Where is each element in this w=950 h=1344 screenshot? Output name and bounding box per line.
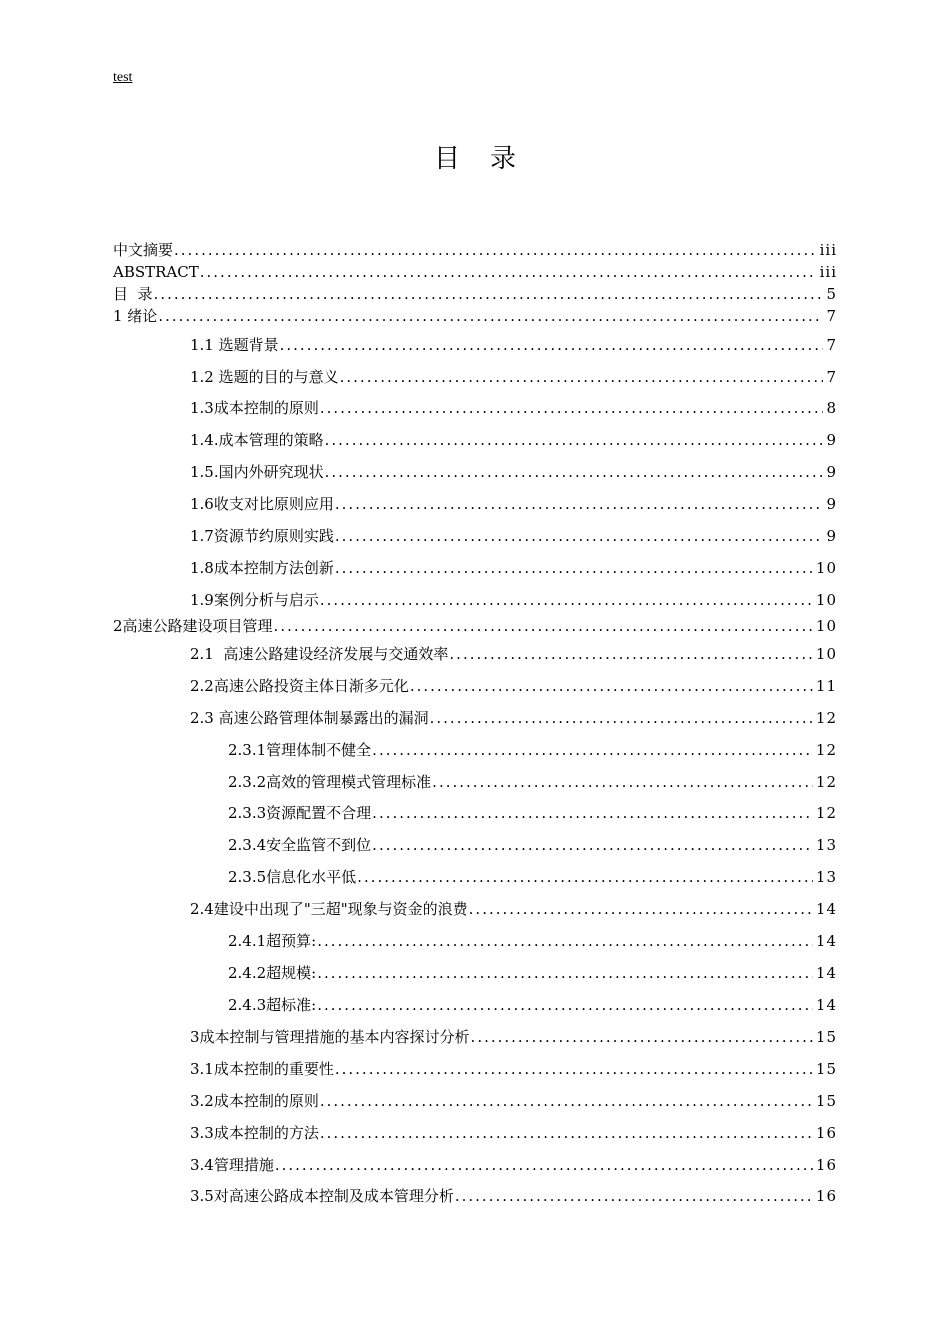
toc-entry-label: 2.2高速公路投资主体日渐多元化 <box>190 677 409 695</box>
toc-entry[interactable] <box>228 996 837 1014</box>
toc-entry[interactable] <box>228 773 837 791</box>
toc-entry-label: 1.3成本控制的原则 <box>190 399 319 417</box>
toc-entry-label: 2.1 高速公路建设经济发展与交通效率 <box>190 645 449 663</box>
toc-entry-page: 7 <box>826 336 837 354</box>
toc-leader-dots <box>372 804 813 822</box>
toc-entry-label: 2.3.4安全监管不到位 <box>228 836 372 854</box>
toc-leader-dots <box>335 559 813 577</box>
toc-entry-label: ABSTRACT <box>113 263 199 281</box>
toc-entry-page: 10 <box>815 617 837 635</box>
toc-entry-label: 3.3成本控制的方法 <box>190 1124 319 1142</box>
toc-leader-dots <box>154 285 824 303</box>
toc-entry-page: 9 <box>826 527 837 545</box>
toc-entry[interactable] <box>190 399 837 417</box>
toc-entry[interactable] <box>190 368 837 386</box>
toc-entry-label: 1.2 选题的目的与意义 <box>190 368 339 386</box>
toc-entry-label: 1.8成本控制方法创新 <box>190 559 334 577</box>
toc-entry[interactable] <box>113 307 837 325</box>
toc-leader-dots <box>280 336 824 354</box>
toc-entry-label: 2.3.1管理体制不健全 <box>228 741 372 759</box>
toc-entry-label: 2.4建设中出现了"三超"现象与资金的浪费 <box>190 900 468 918</box>
toc-entry[interactable] <box>228 741 837 759</box>
toc-entry-label: 1.4.成本管理的策略 <box>190 431 324 449</box>
toc-leader-dots <box>200 263 817 281</box>
toc-entry-page: 9 <box>826 431 837 449</box>
toc-entry-label: 2.4.2超规模: <box>228 964 317 982</box>
toc-entry-label: 2.4.3超标准: <box>228 996 317 1014</box>
toc-leader-dots <box>357 868 813 886</box>
toc-entry[interactable] <box>190 336 837 354</box>
toc-entry[interactable] <box>190 495 837 513</box>
toc-entry-page: 12 <box>815 773 837 791</box>
toc-entry-label: 2.3.2高效的管理模式管理标准 <box>228 773 432 791</box>
toc-leader-dots <box>174 241 817 259</box>
toc-entry-page: 12 <box>815 804 837 822</box>
header-note: test <box>113 70 133 85</box>
toc-entry-page: 10 <box>815 559 837 577</box>
toc-entry[interactable] <box>190 900 837 918</box>
toc-leader-dots <box>455 1187 813 1205</box>
toc-leader-dots <box>275 1156 813 1174</box>
toc-entry[interactable] <box>228 804 837 822</box>
toc-entry-page: 8 <box>826 399 837 417</box>
toc-entry-page: 14 <box>815 900 837 918</box>
toc-leader-dots <box>372 741 813 759</box>
toc-entry-label: 3.4管理措施 <box>190 1156 274 1174</box>
toc-entry[interactable] <box>113 263 837 281</box>
toc-entry[interactable] <box>113 285 837 303</box>
toc-entry[interactable] <box>190 527 837 545</box>
toc-leader-dots <box>320 399 824 417</box>
toc-entry-label: 2.4.1超预算: <box>228 932 317 950</box>
toc-entry-page: 5 <box>826 285 837 303</box>
toc-entry-page: 13 <box>815 868 837 886</box>
toc-entry-page: 9 <box>826 495 837 513</box>
toc-entry-page: 10 <box>815 591 837 609</box>
toc-entry[interactable] <box>190 1156 837 1174</box>
toc-entry-page: 16 <box>815 1187 837 1205</box>
toc-entry-page: 7 <box>826 368 837 386</box>
toc-entry-label: 1.6收支对比原则应用 <box>190 495 334 513</box>
toc-leader-dots <box>410 677 813 695</box>
toc-entry[interactable] <box>190 677 837 695</box>
toc-leader-dots <box>449 645 813 663</box>
toc-entry-page: 16 <box>815 1156 837 1174</box>
toc-entry-page: 11 <box>815 677 837 695</box>
toc-entry-page: 14 <box>815 996 837 1014</box>
toc-entry-page: 12 <box>815 741 837 759</box>
toc-entry-label: 1.9案例分析与启示 <box>190 591 319 609</box>
toc-entry-page: iii <box>819 241 837 259</box>
toc-entry[interactable] <box>190 645 837 663</box>
toc-entry-label: 1.7资源节约原则实践 <box>190 527 334 545</box>
toc-entry-page: 16 <box>815 1124 837 1142</box>
toc-leader-dots <box>372 836 813 854</box>
toc-entry-page: iii <box>819 263 837 281</box>
toc-entry-label: 2.3.3资源配置不合理 <box>228 804 372 822</box>
toc-leader-dots <box>317 964 813 982</box>
toc-entry-page: 14 <box>815 932 837 950</box>
toc-leader-dots <box>335 527 824 545</box>
toc-entry-label: 1.1 选题背景 <box>190 336 279 354</box>
toc-entry[interactable] <box>113 241 837 259</box>
toc-leader-dots <box>158 307 823 325</box>
toc-entry-page: 7 <box>826 307 837 325</box>
toc-entry[interactable] <box>190 1028 837 1046</box>
toc-entry-page: 15 <box>815 1028 837 1046</box>
toc-leader-dots <box>320 1124 813 1142</box>
toc-leader-dots <box>274 617 813 635</box>
toc-entry[interactable] <box>228 964 837 982</box>
toc-entry-label: 2高速公路建设项目管理 <box>113 617 273 635</box>
toc-leader-dots <box>469 900 813 918</box>
toc-leader-dots <box>320 1092 813 1110</box>
toc-entry-label: 1 绪论 <box>113 307 158 325</box>
toc-entry[interactable] <box>190 431 837 449</box>
toc-leader-dots <box>317 996 813 1014</box>
toc-entry-label: 1.5.国内外研究现状 <box>190 463 324 481</box>
toc-leader-dots <box>432 773 813 791</box>
toc-entry[interactable] <box>190 1124 837 1142</box>
toc-leader-dots <box>325 463 824 481</box>
toc-entry[interactable] <box>228 868 837 886</box>
toc-entry-label: 3成本控制与管理措施的基本内容探讨分析 <box>190 1028 470 1046</box>
toc-entry-label: 2.3.5信息化水平低 <box>228 868 357 886</box>
toc-leader-dots <box>335 495 824 513</box>
toc-leader-dots <box>317 932 813 950</box>
toc-entry-label: 3.1成本控制的重要性 <box>190 1060 334 1078</box>
toc-leader-dots <box>340 368 824 386</box>
toc-leader-dots <box>335 1060 813 1078</box>
toc-leader-dots <box>471 1028 813 1046</box>
toc-entry[interactable] <box>190 591 837 609</box>
toc-entry-page: 13 <box>815 836 837 854</box>
toc-entry[interactable] <box>190 1092 837 1110</box>
toc-entry-page: 15 <box>815 1092 837 1110</box>
toc-entry-page: 12 <box>815 709 837 727</box>
toc-title: 目录 <box>433 144 546 174</box>
toc-entry-label: 3.2成本控制的原则 <box>190 1092 319 1110</box>
toc-entry[interactable] <box>190 1187 837 1205</box>
toc-leader-dots <box>430 709 813 727</box>
toc-leader-dots <box>325 431 824 449</box>
toc-entry-label: 目 录 <box>113 285 153 303</box>
toc-entry-page: 9 <box>826 463 837 481</box>
toc-entry-page: 15 <box>815 1060 837 1078</box>
toc-entry-label: 中文摘要 <box>113 241 174 259</box>
toc-leader-dots <box>320 591 813 609</box>
toc-entry[interactable] <box>190 1060 837 1078</box>
toc-entry[interactable] <box>190 463 837 481</box>
toc-entry-page: 10 <box>815 645 837 663</box>
toc-entry[interactable] <box>228 836 837 854</box>
toc-entry[interactable] <box>113 617 837 635</box>
toc-entry-page: 14 <box>815 964 837 982</box>
toc-entry[interactable] <box>190 709 837 727</box>
toc-entry-label: 2.3 高速公路管理体制暴露出的漏洞 <box>190 709 429 727</box>
toc-entry[interactable] <box>228 932 837 950</box>
toc-entry-label: 3.5对高速公路成本控制及成本管理分析 <box>190 1187 454 1205</box>
toc-entry[interactable] <box>190 559 837 577</box>
